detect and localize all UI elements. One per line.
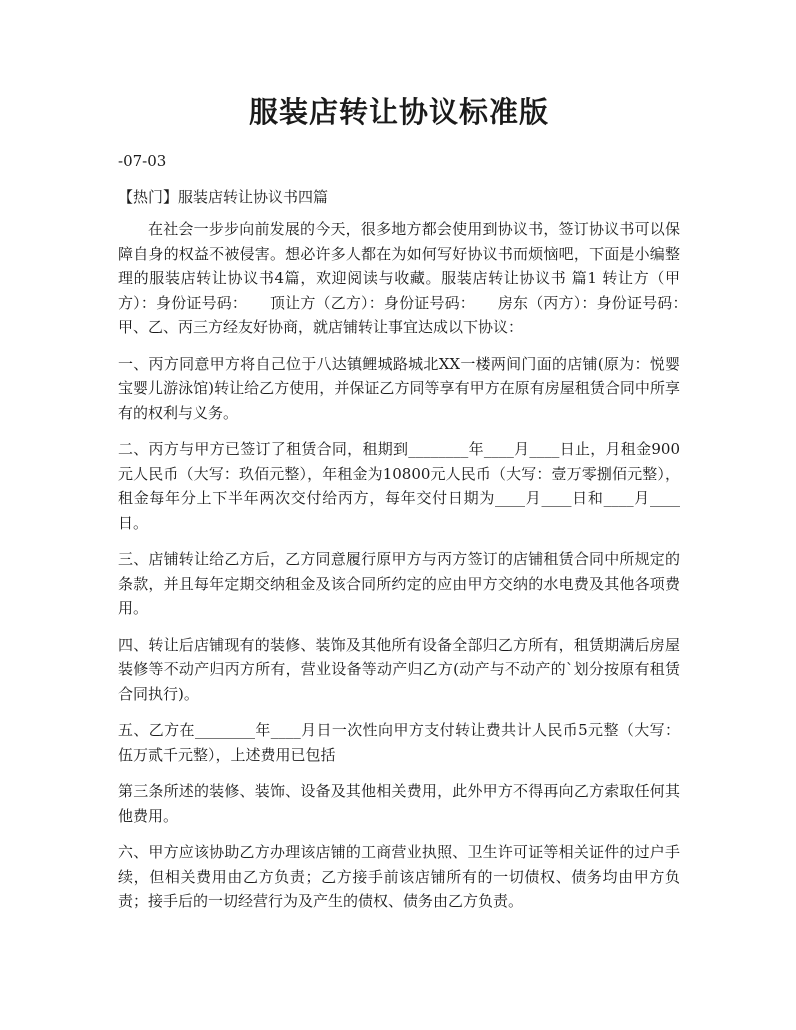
document-date: -07-03	[118, 152, 167, 170]
clause-6-paragraph: 六、甲方应该协助乙方办理该店铺的工商营业执照、卫生许可证等相关证件的过户手续，但相关费用由乙方负责；乙方接手前该店铺所有的一切债权、债务均由甲方负责；接手后的一切经营行为及产生的债权、债务由乙方负责。	[118, 843, 680, 910]
intro-paragraph: 在社会一步步向前发展的今天，很多地方都会使用到协议书，签订协议书可以保障自身的权益不被侵害。想必许多人都在为如何写好协议书而烦恼吧，下面是小编整理的服装店转让协议书4篇，欢迎阅读与收藏。服装店转让协议书 篇1 转让方（甲方）：身份证号码： 顶让方（乙方）：身份证号码： 房东（丙方）：身份证号码： 甲、乙、丙三方经友好协商，就店铺转让事宜达成以下协议：	[118, 220, 711, 336]
document-body	[118, 217, 711, 926]
clause-1-paragraph: 一、丙方同意甲方将自己位于八达镇鲤城路城北XX一楼两间门面的店铺(原为：悦婴宝婴儿游泳馆)转让给乙方使用，并保证乙方同等享有甲方在原有房屋租赁合同中所享有的权利与义务。	[118, 354, 680, 422]
clause-5-paragraph: 五、乙方在________年____月日一次性向甲方支付转让费共计人民币5元整（大写：伍万贰千元整），上述费用已包括	[118, 721, 680, 764]
clause-3-paragraph: 三、店铺转让给乙方后，乙方同意履行原甲方与丙方签订的店铺租赁合同中所规定的条款，并且每年定期交纳租金及该合同所约定的应由甲方交纳的水电费及其他各项费用。	[118, 550, 680, 617]
clause-4-paragraph: 四、转让后店铺现有的装修、装饰及其他所有设备全部归乙方所有，租赁期满后房屋装修等不动产归丙方所有，营业设备等动产归乙方(动产与不动产的`划分按原有租赁合同执行)。	[118, 635, 680, 703]
document-tag-line: 【热门】服装店转让协议书四篇	[118, 188, 329, 206]
clause-5-continued-paragraph: 第三条所述的装修、装饰、设备及其他相关费用，此外甲方不得再向乙方索取任何其他费用。	[118, 782, 680, 825]
document-title: 服装店转让协议标准版	[248, 95, 549, 129]
clause-2-paragraph: 二、丙方与甲方已签订了租赁合同，租期到________年____月____日止，月租金900元人民币（大写：玖佰元整），年租金为10800元人民币（大写：壹万零捌佰元整），租金每年分上下半年两次交付给丙方，每年交付日期为____月____日和____月____日。	[118, 440, 680, 532]
